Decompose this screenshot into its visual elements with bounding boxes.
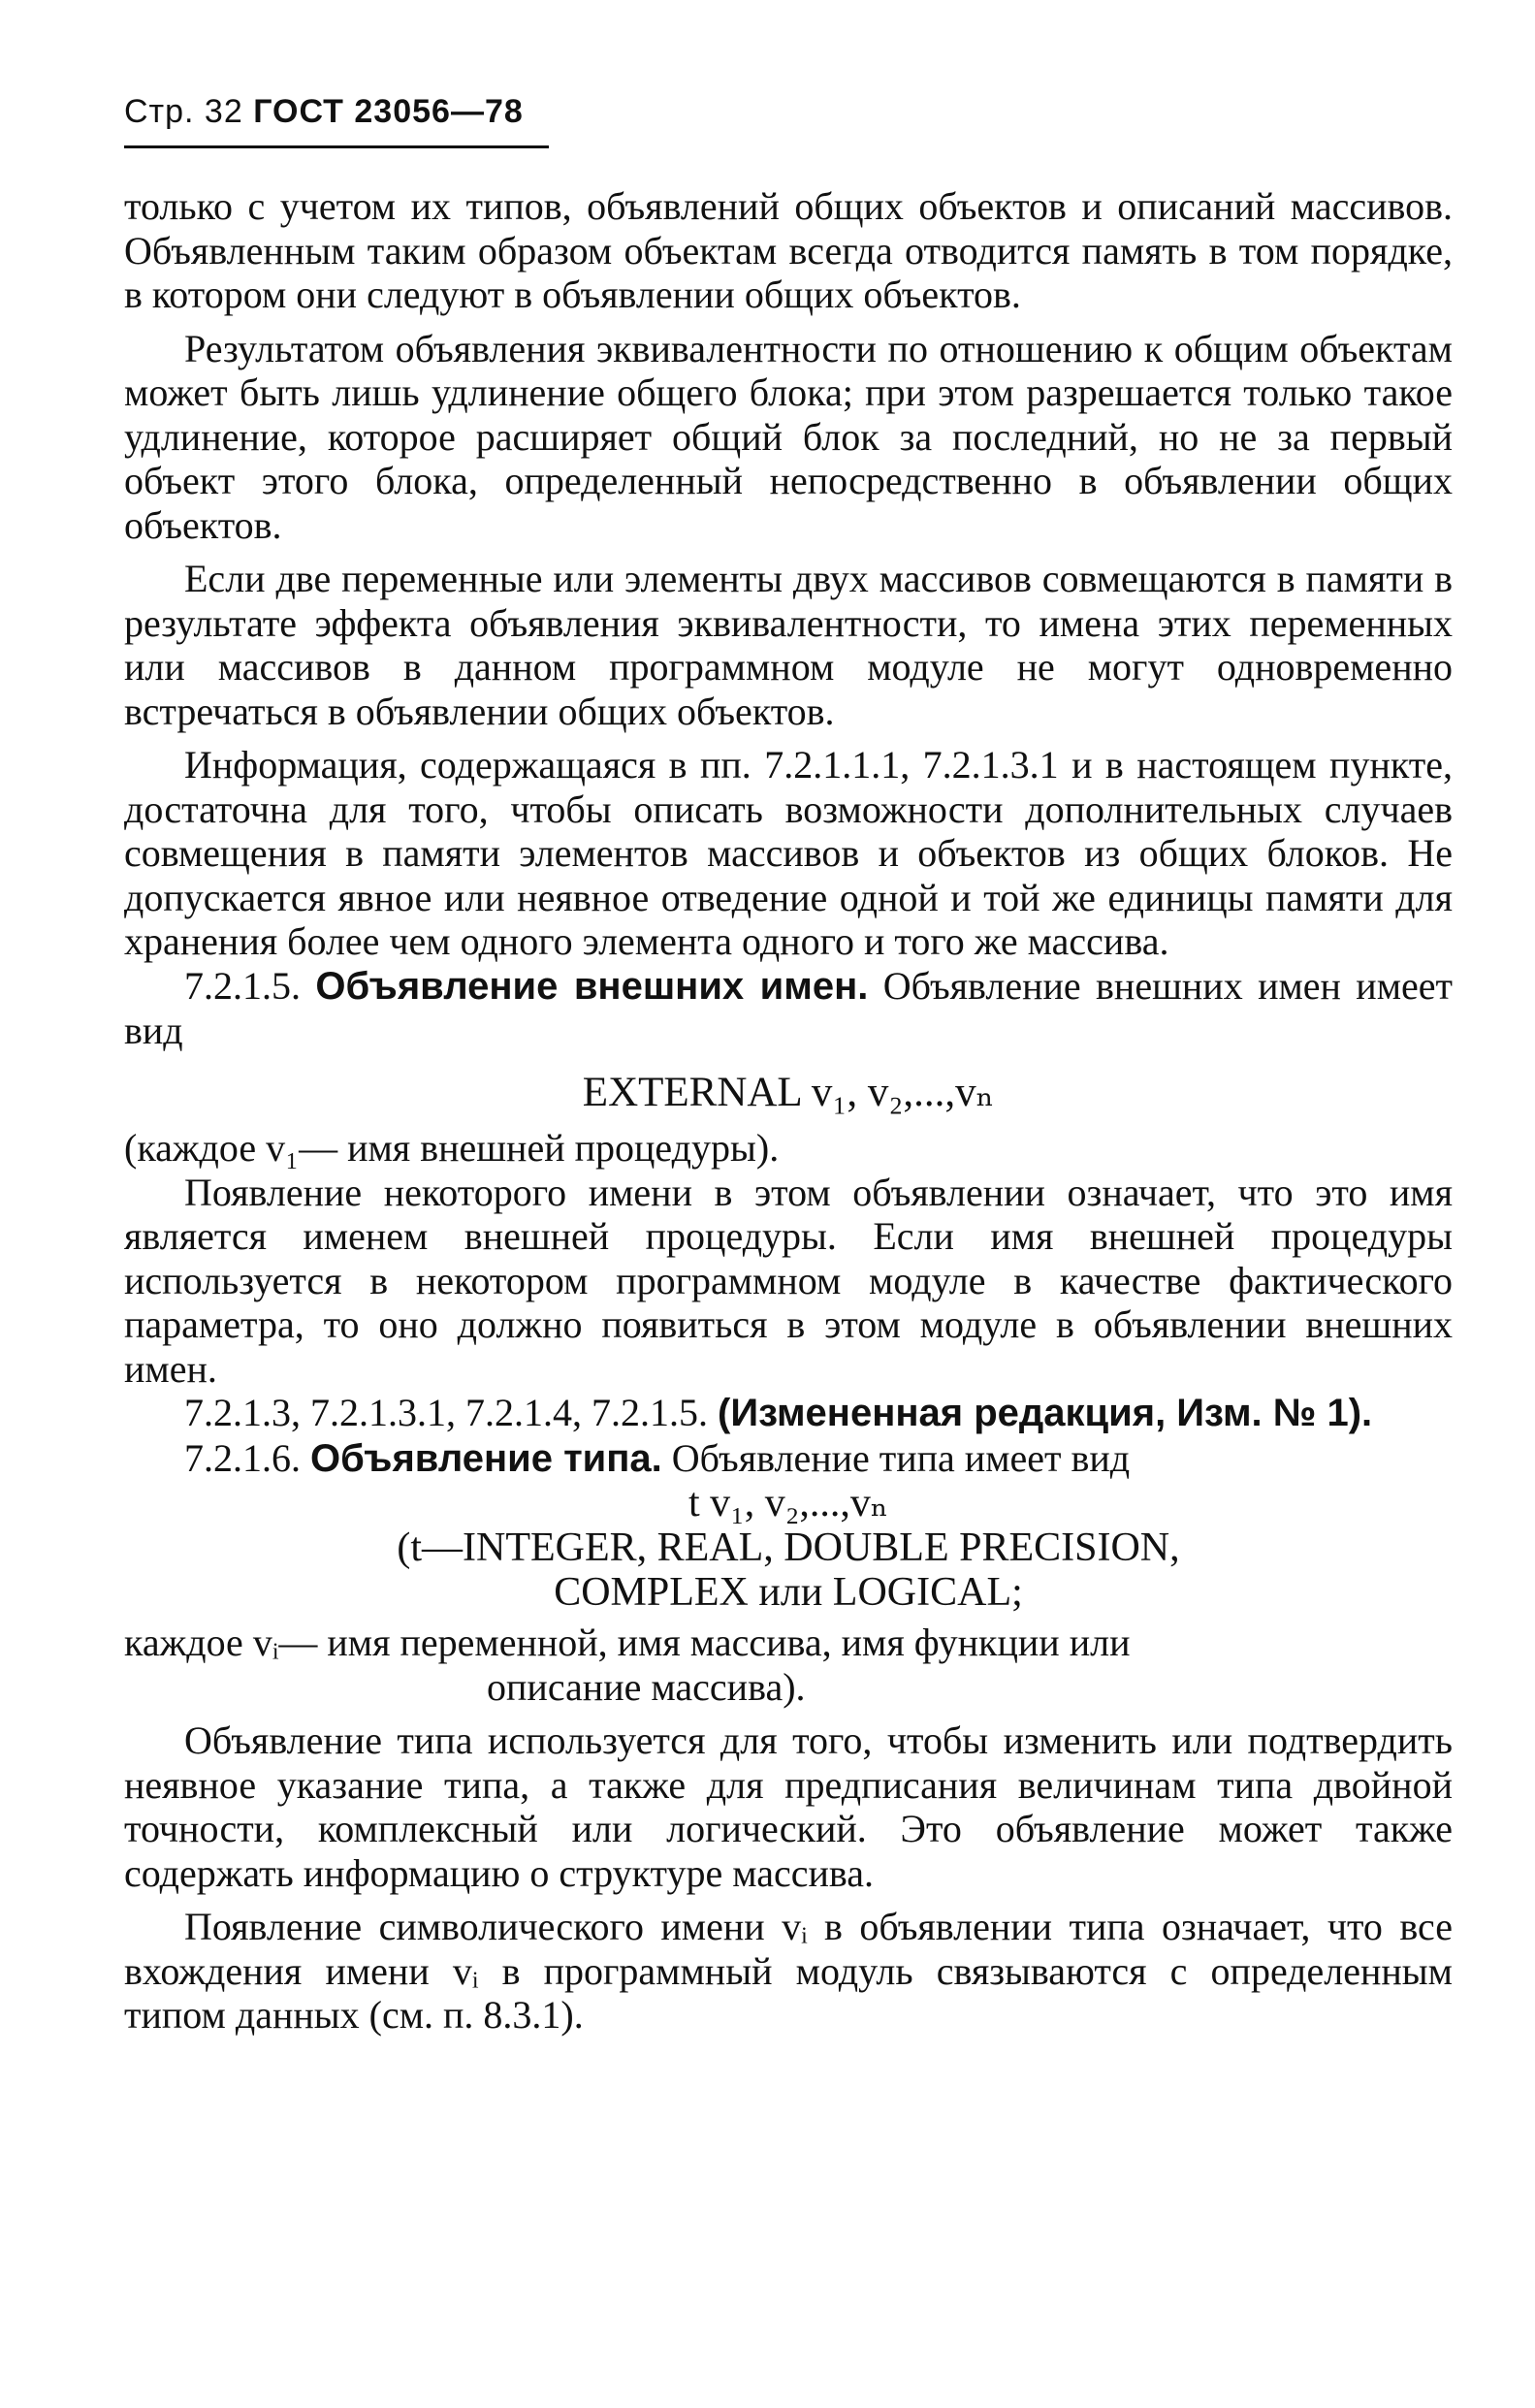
section-text: Объявление внешних имен имеет вид	[124, 963, 1454, 1052]
paragraph-1: только с учетом их типов, объявлений общих объектов и описаний массивов. Объявленным таким образом объектам всегда отводится память в том порядке, в котором они следуют в объявлении общих объектов.	[124, 184, 1453, 316]
page-header	[124, 93, 524, 131]
paragraph-4: Информация, содержащаяся в пп. 7.2.1.1.1, 7.2.1.3.1 и в настоящем пункте, достаточна для того, чтобы описать возможности дополнительных случаев совмещения в памяти элементов массивов и объектов из общих блоков. Не допускается явное или неявное отведение одной и той же единицы памяти для хранения более чем одного элемента одного и того же массива.	[124, 743, 1453, 963]
paragraph-2: Результатом объявления эквивалентности по отношению к общим объектам может быть лишь удлинение общего блока; при этом разрешается только такое удлинение, которое расширяет общий блок за последний, но не за первый объект этого блока, определенный непосредственно в объявлении общих объектов.	[124, 326, 1453, 547]
type-list-line-2: COMPLEX или LOGICAL;	[554, 1570, 1023, 1615]
section-title: Объявление внешних имен.	[315, 964, 869, 1008]
paragraph-7: Появление символического имени vᵢ в объявлении типа означает, что все вхождения имени vᵢ в программный модуль связываются с определенным типом данных (см. п. 8.3.1).	[124, 1905, 1453, 2037]
body-text	[124, 184, 1453, 2038]
paragraph-5: Появление некоторого имени в этом объявлении означает, что это имя является именем внешней процедуры. Если имя внешней процедуры используется в некотором программном модуле в качестве фактического параметра, то оно должно появиться в этом модуле в объявлении внешних имен.	[124, 1170, 1453, 1391]
amendment-refs: 7.2.1.3, 7.2.1.3.1, 7.2.1.4, 7.2.1.5.	[184, 1391, 708, 1434]
amendment-note	[124, 1391, 1453, 1436]
header-rule	[124, 145, 549, 148]
type-list-line-1: (t—INTEGER, REAL, DOUBLE PRECISION,	[397, 1525, 1180, 1570]
section-7-2-1-5	[124, 964, 1453, 1053]
section-7-2-1-6	[124, 1436, 1453, 1482]
section-title: Объявление типа.	[310, 1436, 662, 1480]
paragraph-3: Если две переменные или элементы двух массивов совмещаются в памяти в результате эффекта объявления эквивалентности, то имена этих переменных или массивов в данном программном модуле не могут одновременно встречаться в объявлении общих объектов.	[124, 557, 1453, 733]
section-number: 7.2.1.6.	[184, 1435, 301, 1480]
page-number: Стр. 32	[124, 93, 243, 130]
type-note-line-2: описание массива).	[487, 1664, 806, 1709]
section-text: Объявление типа имеет вид	[671, 1435, 1131, 1480]
section-number: 7.2.1.5.	[184, 963, 301, 1008]
standard-number: ГОСТ 23056—78	[253, 93, 524, 130]
external-formula: EXTERNAL v₁, v₂,...,vₙ	[582, 1069, 995, 1115]
type-note-line-1: каждое vᵢ— имя переменной, имя массива, имя функции или	[124, 1621, 1131, 1664]
external-note: (каждое v₁— имя внешней процедуры).	[124, 1126, 780, 1170]
type-formula: t v₁, v₂,...,vₙ	[688, 1481, 889, 1525]
paragraph-6: Объявление типа используется для того, чтобы изменить или подтвердить неявное указание типа, а также для предписания величинам типа двойной точности, комплексный или логический. Это объявление может также содержать информацию о структуре массива.	[124, 1718, 1453, 1895]
amendment-text: (Измененная редакция, Изм. № 1).	[718, 1392, 1373, 1434]
